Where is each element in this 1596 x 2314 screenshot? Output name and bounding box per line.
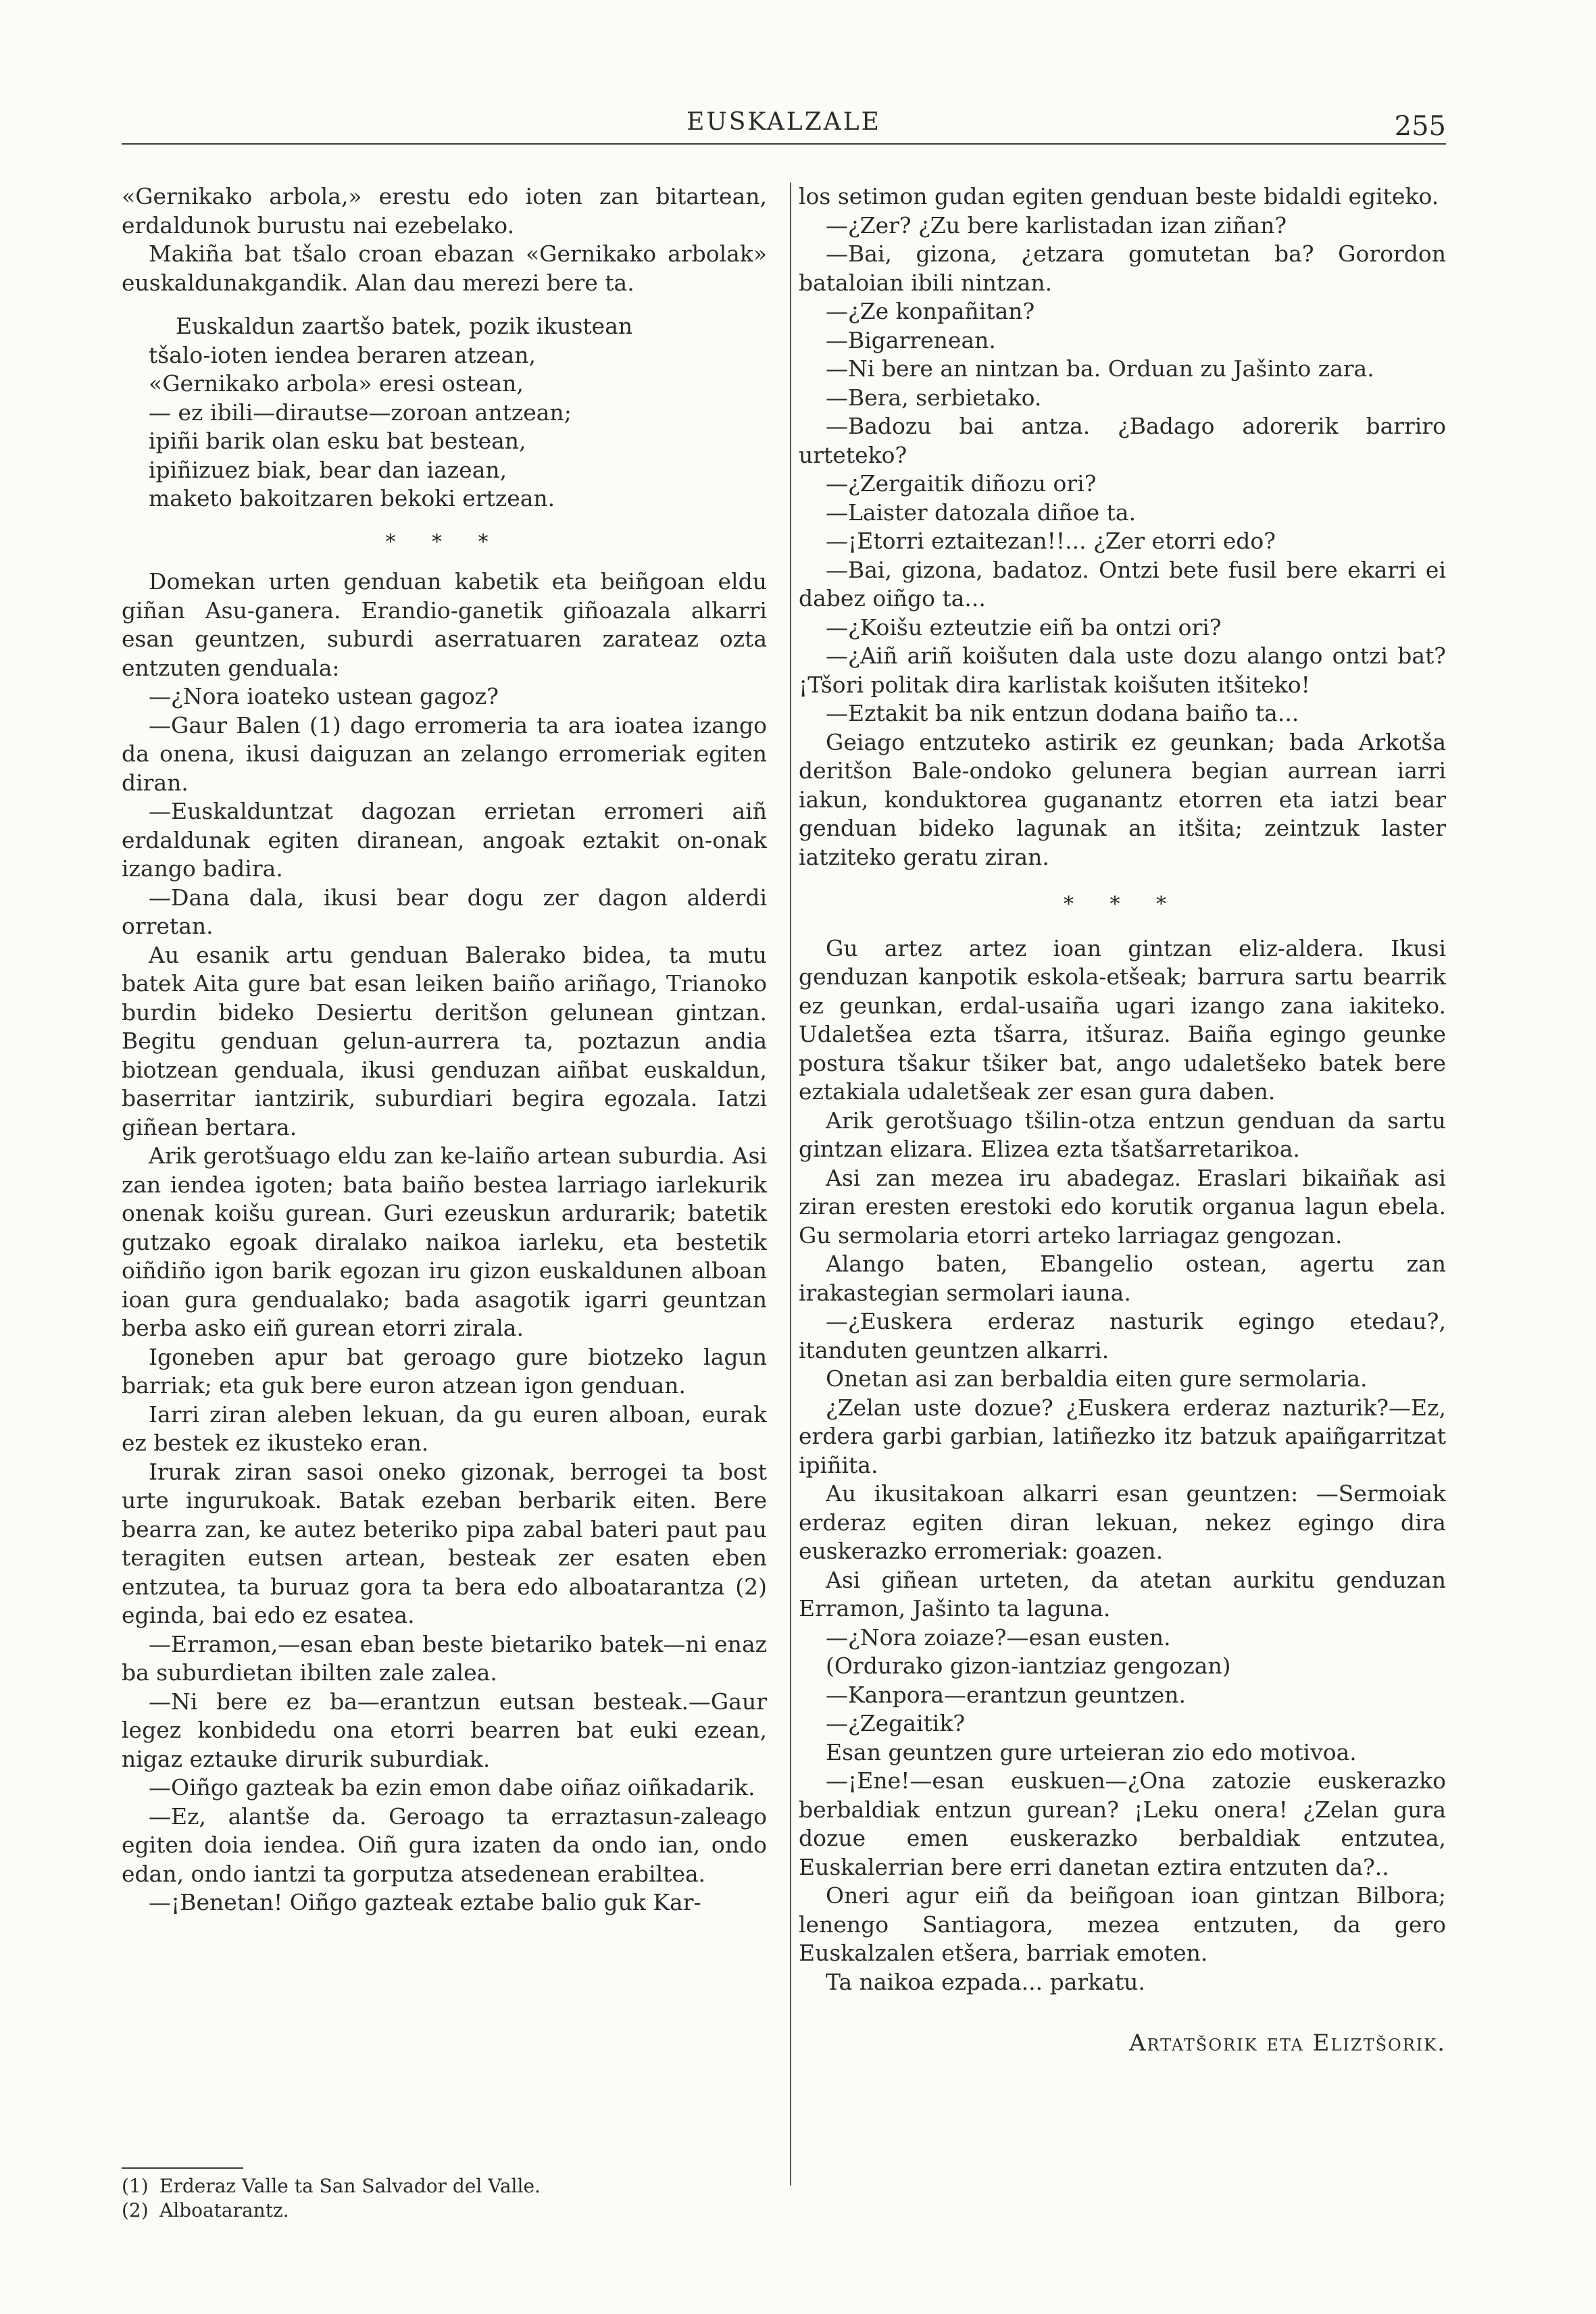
paragraph: Arik gerotšuago eldu zan ke-laiño artean suburdia. Asi zan iendea igoten; bata baiño bestea larriago iarlekurik onenak koišu gurean. Guri ezeuskun ardurarik; batetik gutzako egoak diralako naikoa iarleku, eta bestetik oiñdiño igon barik egozan iru gizon euskaldunen alboan ioan gura gendualako; bada asagotik igarri geuntzan berba asko eiñ gurean etorri zirala. <box>122 1142 767 1341</box>
paragraph: Alango baten, Ebangelio ostean, agertu zan irakastegian sermolari iauna. <box>799 1251 1446 1306</box>
paragraph: —¿Nora ioateko ustean gagoz? <box>149 683 499 709</box>
footnote-mark: (2) <box>122 2199 149 2221</box>
paragraph: —¿Nora zoiaze?—esan eusten. <box>826 1624 1171 1651</box>
paragraph: ¿Zelan uste dozue? ¿Euskera erderaz nazturik?—Ez, erdera garbi garbian, latiñezko itz batzuk apaiñgarritzat ipiñita. <box>799 1394 1446 1478</box>
header-rule <box>122 143 1446 145</box>
paragraph: —Bai, gizona, ¿etzara gomutetan ba? Gorordon bataloian ibili nintzan. <box>799 241 1446 296</box>
poem-line: Euskaldun zaartšo batek, pozik ikustean <box>176 313 633 339</box>
paragraph: los setimon gudan egiten genduan beste bidaldi egiteko. <box>799 183 1439 209</box>
right-column <box>799 182 1446 2058</box>
paragraph: Ta naikoa ezpada... parkatu. <box>826 1968 1145 1995</box>
paragraph: Igoneben apur bat geroago gure biotzeko lagun barriak; eta guk bere euron atzean igon genduan. <box>122 1343 767 1399</box>
paragraph: —¿Ze konpañitan? <box>826 298 1035 324</box>
paragraph: —¡Benetan! Oiñgo gazteak eztabe balio guk Kar- <box>149 1889 701 1915</box>
paragraph: —¡Etorri eztaitezan!!... ¿Zer etorri edo? <box>826 528 1276 554</box>
paragraph: Asi zan mezea iru abadegaz. Eraslari bikaiñak asi ziran eresten erestoki edo korutik organua lagun ebela. Gu sermolaria etorri arteko larriagaz gengozan. <box>799 1164 1446 1249</box>
paragraph: —Eztakit ba nik entzun dodana baiño ta... <box>826 700 1299 726</box>
footnote <box>122 2174 767 2198</box>
paragraph: —Ni bere ez ba—erantzun eutsan besteak.—Gaur legez konbidedu ona etorri bearren bat euki ezean, nigaz eztauke dirurik suburdiak. <box>122 1688 767 1772</box>
poem-line: ipiñizuez biak, bear dan iazean, <box>149 456 507 483</box>
paragraph: «Gernikako arbola,» erestu edo ioten zan bitartean, erdaldunok burustu nai ezebelako. <box>122 183 767 238</box>
footnote <box>122 2198 767 2223</box>
poem-line: tšalo-ioten iendea beraren atzean, <box>149 341 536 368</box>
column-divider <box>790 182 791 2186</box>
section-break: * * * <box>385 530 503 554</box>
poem-line: ipiñi barik olan esku bat bestean, <box>149 428 526 454</box>
paragraph: —Euskalduntzat dagozan errietan erromeri aiñ erdaldunak egiten diranean, angoak eztakit on-onak izango badira. <box>122 798 767 882</box>
paragraph: Irurak ziran sasoi oneko gizonak, berrogei ta bost urte ingurukoak. Batak ezeban berbarik eiten. Bere bearra zan, ke autez beteriko pipa zabal bateri paut pau teragiten eutsen artean, besteak zer esaten eben entzutea, ta buruaz gora ta bera edo alboatarantza (2) eginda, bai edo ez esatea. <box>122 1458 767 1628</box>
paragraph: Esan geuntzen gure urteieran zio edo motivoa. <box>826 1738 1357 1765</box>
footnote-text: Erderaz Valle ta San Salvador del Valle. <box>159 2175 541 2197</box>
section-break: * * * <box>1063 892 1182 916</box>
poem-line: maketo bakoitzaren bekoki ertzean. <box>149 485 555 511</box>
paragraph: —Oiñgo gazteak ba ezin emon dabe oiñaz oiñkadarik. <box>149 1774 755 1801</box>
paragraph: —Badozu bai antza. ¿Badago adorerik barriro urteteko? <box>799 413 1446 468</box>
paragraph: —¿Zegaitik? <box>826 1710 966 1736</box>
paragraph: —¡Ene!—esan euskuen—¿Ona zatozie euskerazko berbaldiak entzun gurean? ¡Leku onera! ¿Zelan gura dozue emen euskerazko berbaldiak entzutea, Euskalerrian bere erri danetan eztira entzuten da?.. <box>799 1767 1446 1880</box>
paragraph: —Bai, gizona, badatoz. Ontzi bete fusil bere ekarri ei dabez oiñgo ta... <box>799 556 1446 611</box>
paragraph: —Bigarrenean. <box>826 326 996 353</box>
running-head: EUSKALZALE <box>687 108 881 136</box>
paragraph: Gu artez artez ioan gintzan eliz-aldera. Ikusi genduzan kanpotik eskola-etšeak; barrura sartu bearrik ez geunkan, erdal-usaiña ugari izango zana iakiteko. Udaletšea ezta tšarra, itšuraz. Baiña egingo geunke postura tšakur tšiker bat, ango udaletšeko batek bere eztakiala udaletšeak zer esan gura daben. <box>799 934 1446 1105</box>
paragraph: —Gaur Balen (1) dago erromeria ta ara ioatea izango da onena, ikusi daiguzan an zelango erromeriak egiten diran. <box>122 711 767 796</box>
paragraph: —¿Euskera erderaz nasturik egingo etedau?, itanduten geuntzen alkarri. <box>799 1308 1446 1363</box>
paragraph: Au esanik artu genduan Balerako bidea, ta mutu batek Aita gure bat esan leiken baiño ariñago, Trianoko burdin bideko Desiertu deritšon gelunean gintzan. Begitu genduan gelun-aurrera ta, poztazun andia biotzean genduala, ikusi genduzan aiñbat euskaldun, baserritar iantzirik, suburdiari begira egozala. Iatzi giñean bertara. <box>122 941 767 1140</box>
footnote-text: Alboatarantz. <box>159 2199 289 2221</box>
paragraph: Makiña bat tšalo croan ebazan «Gernikako arbolak» euskaldunakgandik. Alan dau merezi bere ta. <box>122 241 767 296</box>
paragraph: Domekan urten genduan kabetik eta beiñgoan eldu giñan Asu-ganera. Erandio-ganetik giñoazala alkarri esan geuntzen, suburdi aserratuaren zarateaz ozta entzuten genduala: <box>122 568 767 681</box>
page-number: 255 <box>1394 111 1446 142</box>
paragraph: Asi giñean urteten, da atetan aurkitu genduzan Erramon, Jašinto ta laguna. <box>799 1566 1446 1621</box>
paragraph: Arik gerotšuago tšilin-otza entzun genduan da sartu gintzan elizara. Elizea ezta tšatšarretarikoa. <box>799 1107 1446 1162</box>
paragraph: —Dana dala, ikusi bear dogu zer dagon alderdi orretan. <box>122 884 767 939</box>
paragraph: —¿Aiñ ariñ koišuten dala uste dozu alango ontzi bat? ¡Tšori politak dira karlistak koišuten itšiteko! <box>799 643 1446 698</box>
poem-line: «Gernikako arbola» eresi ostean, <box>149 370 524 397</box>
paragraph: Onetan asi zan berbaldia eiten gure sermolaria. <box>826 1365 1368 1392</box>
paragraph: —Laister datozala diñoe ta. <box>826 499 1137 526</box>
paragraph: (Ordurako gizon-iantziaz gengozan) <box>826 1653 1231 1679</box>
paragraph: —Ni bere an nintzan ba. Orduan zu Jašinto zara. <box>826 355 1374 382</box>
paragraph: —Erramon,—esan eban beste bietariko batek—ni enaz ba suburdietan ibilten zale zalea. <box>122 1630 767 1686</box>
footnotes <box>122 2167 767 2223</box>
author-signature: Artatšorik eta Eliztšorik. <box>1128 2030 1446 2057</box>
paragraph: —Bera, serbietako. <box>826 384 1042 411</box>
footnote-rule <box>122 2167 243 2169</box>
paragraph: Au ikusitakoan alkarri esan geuntzen: —Sermoiak erderaz egiten diran lekuan, nekez egingo dira euskerazko erromeriak: goazen. <box>799 1480 1446 1564</box>
paragraph: Oneri agur eiñ da beiñgoan ioan gintzan Bilbora; lenengo Santiagora, mezea entzuten, da gero Euskalzalen etšera, barriak emoten. <box>799 1882 1446 1966</box>
paragraph: Geiago entzuteko astirik ez geunkan; bada Arkotša deritšon Bale-ondoko gelunera begian aurrean iarri iakun, konduktorea guganantz etorren eta iatzi bear genduan bideko lagunak an itšita; zeintzuk laster iatziteko geratu ziran. <box>799 728 1446 870</box>
paragraph: —¿Zergaitik diñozu ori? <box>826 470 1097 497</box>
paragraph: Iarri ziran aleben lekuan, da gu euren alboan, eurak ez bestek ez ikusteko eran. <box>122 1401 767 1456</box>
paragraph: —Ez, alantše da. Geroago ta erraztasun-zaleago egiten doia iendea. Oiñ gura izaten da ondo ian, ondo edan, ondo iantzi ta gorputza atsedenean erabiltea. <box>122 1803 767 1887</box>
paragraph: —¿Koišu ezteutzie eiñ ba ontzi ori? <box>826 613 1222 640</box>
footnote-mark: (1) <box>122 2175 149 2197</box>
page-header <box>122 101 1446 155</box>
paragraph: —¿Zer? ¿Zu bere karlistadan izan ziñan? <box>826 211 1287 238</box>
left-column <box>122 182 767 1917</box>
poem <box>149 312 767 513</box>
poem-line: — ez ibili—dirautse—zoroan antzean; <box>149 399 572 426</box>
paragraph: —Kanpora—erantzun geuntzen. <box>826 1681 1186 1708</box>
